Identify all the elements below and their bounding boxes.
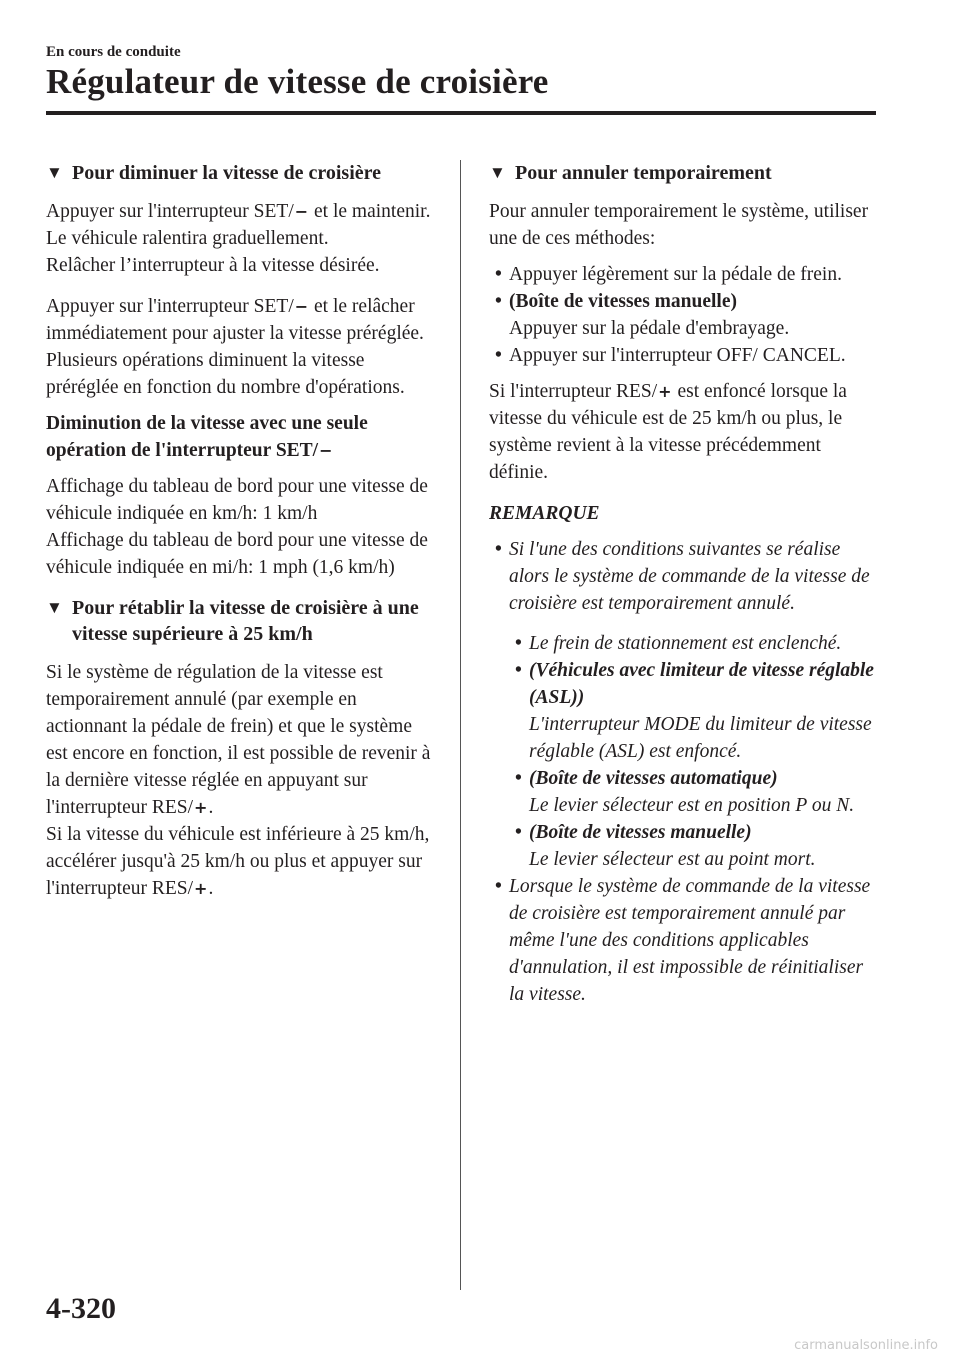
paragraph [46, 821, 438, 902]
bullet-icon: • [515, 633, 522, 654]
note-subitem [509, 765, 881, 819]
bullet-icon: • [495, 291, 502, 312]
minus-symbol-icon: − [319, 441, 333, 460]
list-item-text: Appuyer sur l'interrupteur OFF/ CANCEL. [509, 345, 846, 366]
text: Appuyer sur l'interrupteur SET/ [46, 201, 294, 222]
text: Appuyer sur l'interrupteur SET/ [46, 296, 294, 317]
minus-symbol-icon: − [294, 297, 309, 316]
paragraph: Affichage du tableau de bord pour une vitesse de véhicule indiquée en km/h: 1 km/h [46, 476, 428, 524]
text: Si le système de régulation de la vitesse est temporairement annulé (par exemple en actionnant la pédale de frein) et que le système est encore en fonction, il est possible de revenir à la dernière vitesse réglée en appuyant sur l'interrupteur RES/ [46, 662, 431, 818]
bullet-icon: • [495, 345, 502, 366]
list-item-condition: (Boîte de vitesses manuelle) [509, 291, 738, 312]
note-subitem [509, 657, 881, 765]
text: . [208, 797, 214, 818]
bullet-icon: • [495, 539, 502, 560]
bullet-icon: • [515, 660, 522, 681]
text: est enfoncé lorsque la vitesse du véhicule est de 25 km/h ou plus, le système revient à la vitesse précédemment définie. [489, 381, 847, 483]
bullet-icon: • [515, 822, 522, 843]
right-column [489, 160, 881, 1008]
plus-symbol-icon: + [194, 879, 208, 898]
watermark: carmanualsonline.info [794, 1338, 938, 1353]
note-subitem-text: Le levier sélecteur est au point mort. [529, 849, 816, 870]
text: Diminution de la vitesse avec une seule opération de l'interrupteur SET/ [46, 413, 368, 461]
text: et le maintenir. Le véhicule ralentira graduellement. [46, 201, 431, 249]
text: et le relâcher immédiatement pour ajuster la vitesse préréglée. Plusieurs opérations diminuent la vitesse préréglée en fonction du nombre d'opérations. [46, 296, 424, 398]
methods-list [489, 261, 881, 369]
list-item-text: Appuyer sur la pédale d'embrayage. [509, 318, 790, 339]
text: . [208, 878, 214, 899]
page-title: Régulateur de vitesse de croisière [46, 62, 549, 101]
paragraph [46, 293, 438, 401]
bullet-icon: • [495, 264, 502, 285]
note-subitem-condition: (Boîte de vitesses manuelle) [529, 822, 752, 843]
section-label: En cours de conduite [46, 44, 181, 60]
paragraph [46, 659, 438, 821]
heading-text: Pour diminuer la vitesse de croisière [72, 162, 382, 184]
plus-symbol-icon: + [194, 798, 208, 817]
note-subitem-condition: (Boîte de vitesses automatique) [529, 768, 778, 789]
column-divider [460, 160, 461, 1290]
minus-symbol-icon: − [294, 202, 309, 221]
note-text: Si l'une des conditions suivantes se réalise alors le système de commande de la vitesse de croisière est temporairement annulé. [509, 539, 870, 614]
triangle-marker-icon: ▼ [46, 598, 63, 617]
note-list [489, 536, 881, 1008]
heading-cancel-temporarily [489, 160, 881, 186]
page-number: 4-320 [46, 1292, 116, 1325]
paragraph: Relâcher l’interrupteur à la vitesse désirée. [46, 255, 380, 276]
paragraph: Affichage du tableau de bord pour une vitesse de véhicule indiquée en mi/h: 1 mph (1,6 km/h) [46, 530, 428, 578]
subheading [46, 410, 438, 464]
note-item [489, 536, 881, 873]
paragraph: Pour annuler temporairement le système, utiliser une de ces méthodes: [489, 201, 869, 249]
title-rule [46, 111, 876, 115]
bullet-icon: • [495, 876, 502, 897]
bullet-icon: • [515, 768, 522, 789]
note-item [489, 873, 881, 1008]
note-subitem [509, 819, 881, 873]
note-subitem-condition: (Véhicules avec limiteur de vitesse réglable (ASL)) [529, 660, 874, 708]
list-item [489, 342, 881, 369]
triangle-marker-icon: ▼ [46, 163, 63, 182]
note-title: REMARQUE [489, 503, 600, 524]
note-sublist [509, 630, 881, 873]
heading-text: Pour annuler temporairement [515, 162, 772, 184]
paragraph [46, 198, 438, 252]
note-subitem [509, 630, 881, 657]
text: Si l'interrupteur RES/ [489, 381, 658, 402]
list-item-text: Appuyer légèrement sur la pédale de frein. [509, 264, 842, 285]
heading-restore-speed [46, 595, 438, 647]
text: Si la vitesse du véhicule est inférieure à 25 km/h, accélérer jusqu'à 25 km/h ou plus et appuyer sur l'interrupteur RES/ [46, 824, 430, 899]
note-subitem-text: Le levier sélecteur est en position P ou N. [529, 795, 855, 816]
plus-symbol-icon: + [658, 382, 672, 401]
note-subitem-text: Le frein de stationnement est enclenché. [529, 633, 842, 654]
note-subitem-text: L'interrupteur MODE du limiteur de vitesse réglable (ASL) est enfoncé. [529, 714, 872, 762]
left-column [46, 160, 438, 902]
list-item [489, 261, 881, 288]
paragraph [489, 378, 881, 486]
heading-text: Pour rétablir la vitesse de croisière à une vitesse supérieure à 25 km/h [72, 597, 419, 645]
note-text: Lorsque le système de commande de la vitesse de croisière est temporairement annulé par même l'une des conditions applicables d'annulation, il est impossible de réinitialiser la vitesse. [509, 876, 871, 1005]
heading-decrease-speed [46, 160, 438, 186]
triangle-marker-icon: ▼ [489, 163, 506, 182]
list-item [489, 288, 881, 342]
